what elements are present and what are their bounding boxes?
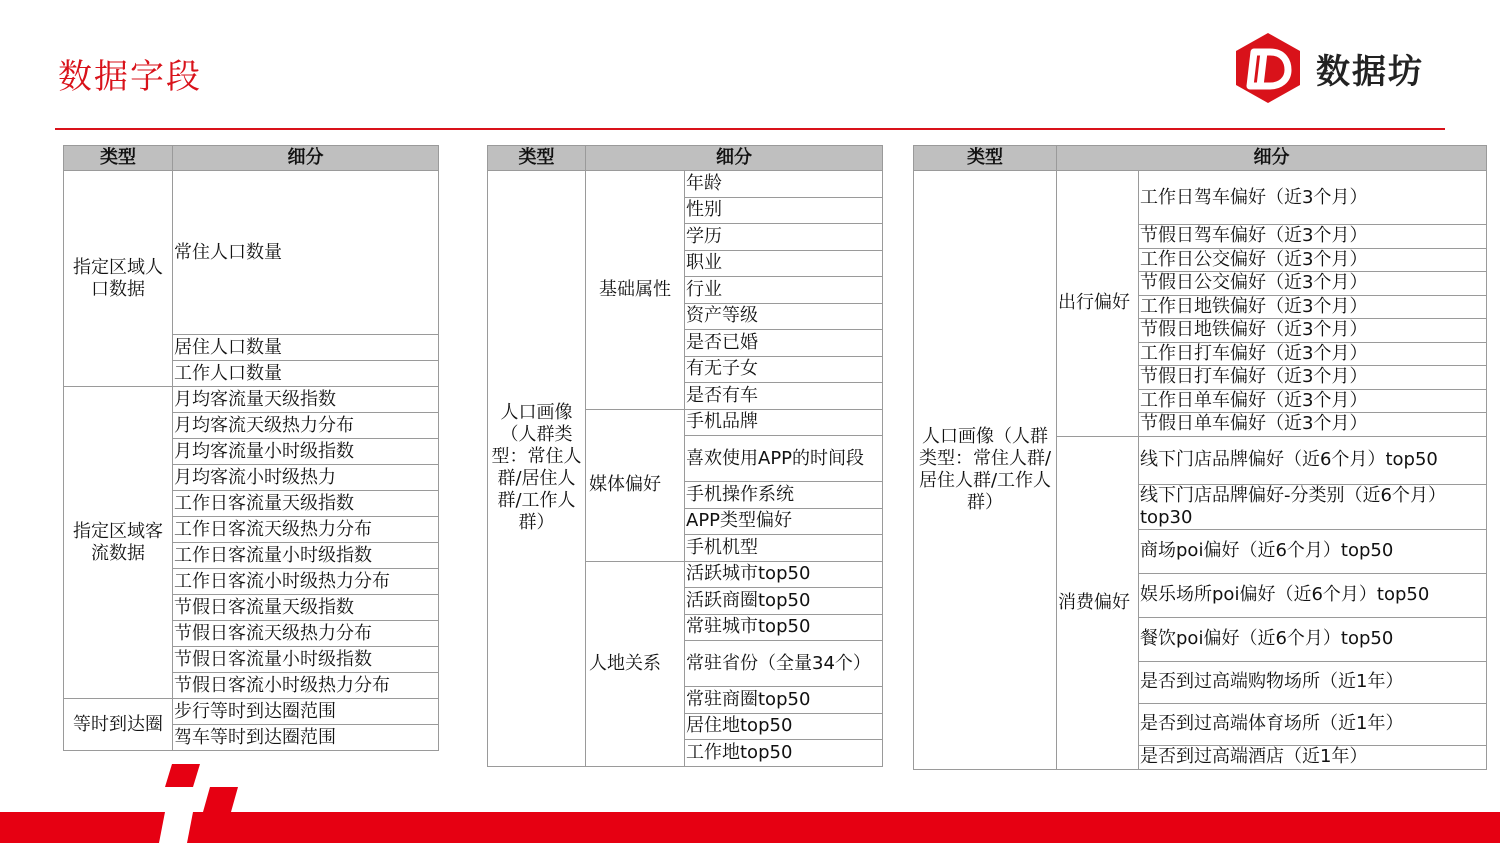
page-title: 数据字段 [58, 57, 202, 97]
table-row [64, 171, 439, 335]
detail-cell: 活跃城市top50 [685, 561, 883, 588]
detail-cell: 商场poi偏好（近6个月）top50 [1139, 529, 1487, 573]
detail-cell: 常驻城市top50 [685, 614, 883, 641]
detail-cell: 节假日客流量小时级指数 [173, 647, 439, 673]
detail-cell: 居住地top50 [685, 713, 883, 740]
table-population-profile [487, 145, 883, 767]
table-header-row [914, 146, 1487, 171]
detail-cell: 手机机型 [685, 535, 883, 562]
detail-cell: 月均客流量天级指数 [173, 387, 439, 413]
detail-cell: 性别 [685, 197, 883, 224]
detail-cell: 居住人口数量 [173, 335, 439, 361]
header-detail: 细分 [173, 146, 439, 171]
detail-cell: 工作人口数量 [173, 361, 439, 387]
detail-cell: 月均客流量小时级指数 [173, 439, 439, 465]
header-type: 类型 [488, 146, 586, 171]
table-header-row [488, 146, 883, 171]
detail-cell: 是否到过高端酒店（近1年） [1139, 745, 1487, 769]
detail-cell: 节假日客流量天级指数 [173, 595, 439, 621]
subtype-cell: 人地关系 [586, 561, 685, 766]
detail-cell: 手机品牌 [685, 409, 883, 436]
detail-cell: 餐饮poi偏好（近6个月）top50 [1139, 617, 1487, 661]
detail-cell: 工作日打车偏好（近3个月） [1139, 342, 1487, 366]
subtype-cell: 媒体偏好 [586, 409, 685, 561]
header-type: 类型 [914, 146, 1057, 171]
detail-cell: 活跃商圈top50 [685, 588, 883, 615]
table-header-row [64, 146, 439, 171]
type-cell: 指定区域客流数据 [64, 387, 173, 699]
detail-cell: 行业 [685, 277, 883, 304]
type-cell: 人口画像（人群类型：常住人群/居住人群/工作人群） [488, 171, 586, 767]
type-cell: 指定区域人口数据 [64, 171, 173, 387]
detail-cell: 娱乐场所poi偏好（近6个月）top50 [1139, 573, 1487, 617]
detail-cell: 喜欢使用APP的时间段 [685, 436, 883, 482]
detail-cell: 工作日客流量小时级指数 [173, 543, 439, 569]
table-row [64, 387, 439, 413]
detail-cell: 常驻省份（全量34个） [685, 641, 883, 687]
type-cell: 人口画像（人群类型：常住人群/居住人群/工作人群） [914, 171, 1057, 770]
detail-cell: 年龄 [685, 171, 883, 198]
detail-cell: 月均客流天级热力分布 [173, 413, 439, 439]
detail-cell: 节假日地铁偏好（近3个月） [1139, 319, 1487, 343]
detail-cell: 常住人口数量 [173, 171, 439, 335]
title-divider [55, 128, 1445, 130]
header-detail: 细分 [586, 146, 883, 171]
detail-cell: 手机操作系统 [685, 482, 883, 509]
subtype-cell: 基础属性 [586, 171, 685, 410]
detail-cell: 学历 [685, 224, 883, 251]
detail-cell: 常驻商圈top50 [685, 687, 883, 714]
detail-cell: 是否已婚 [685, 330, 883, 357]
detail-cell: APP类型偏好 [685, 508, 883, 535]
header-detail: 细分 [1057, 146, 1487, 171]
logo-text: 数据坊 [1316, 51, 1424, 92]
detail-cell: 工作日地铁偏好（近3个月） [1139, 295, 1487, 319]
detail-cell: 线下门店品牌偏好-分类别（近6个月）top30 [1139, 484, 1487, 529]
detail-cell: 工作日单车偏好（近3个月） [1139, 389, 1487, 413]
detail-cell: 节假日公交偏好（近3个月） [1139, 272, 1487, 296]
detail-cell: 线下门店品牌偏好（近6个月）top50 [1139, 436, 1487, 484]
detail-cell: 步行等时到达圈范围 [173, 699, 439, 725]
detail-cell: 是否到过高端体育场所（近1年） [1139, 703, 1487, 745]
subtype-cell: 消费偏好 [1057, 436, 1139, 769]
detail-cell: 月均客流小时级热力 [173, 465, 439, 491]
detail-cell: 职业 [685, 250, 883, 277]
table-row [914, 171, 1487, 225]
table-region-data [63, 145, 439, 751]
detail-cell: 节假日客流天级热力分布 [173, 621, 439, 647]
detail-cell: 节假日单车偏好（近3个月） [1139, 413, 1487, 437]
type-cell: 等时到达圈 [64, 699, 173, 751]
detail-cell: 工作日公交偏好（近3个月） [1139, 248, 1487, 272]
detail-cell: 工作日客流小时级热力分布 [173, 569, 439, 595]
logo-mark-icon [1230, 30, 1306, 106]
detail-cell: 工作日驾车偏好（近3个月） [1139, 171, 1487, 225]
detail-cell: 节假日驾车偏好（近3个月） [1139, 225, 1487, 249]
detail-cell: 节假日客流小时级热力分布 [173, 673, 439, 699]
detail-cell: 节假日打车偏好（近3个月） [1139, 366, 1487, 390]
subtype-cell: 出行偏好 [1057, 171, 1139, 437]
detail-cell: 是否有车 [685, 383, 883, 410]
detail-cell: 工作日客流量天级指数 [173, 491, 439, 517]
detail-cell: 工作日客流天级热力分布 [173, 517, 439, 543]
detail-cell: 驾车等时到达圈范围 [173, 725, 439, 751]
detail-cell: 有无子女 [685, 356, 883, 383]
detail-cell: 资产等级 [685, 303, 883, 330]
detail-cell: 工作地top50 [685, 740, 883, 767]
header-type: 类型 [64, 146, 173, 171]
detail-cell: 是否到过高端购物场所（近1年） [1139, 661, 1487, 703]
table-behavior-profile [913, 145, 1487, 770]
table-row [488, 171, 883, 198]
table-row [64, 699, 439, 725]
brand-logo [1230, 30, 1424, 106]
